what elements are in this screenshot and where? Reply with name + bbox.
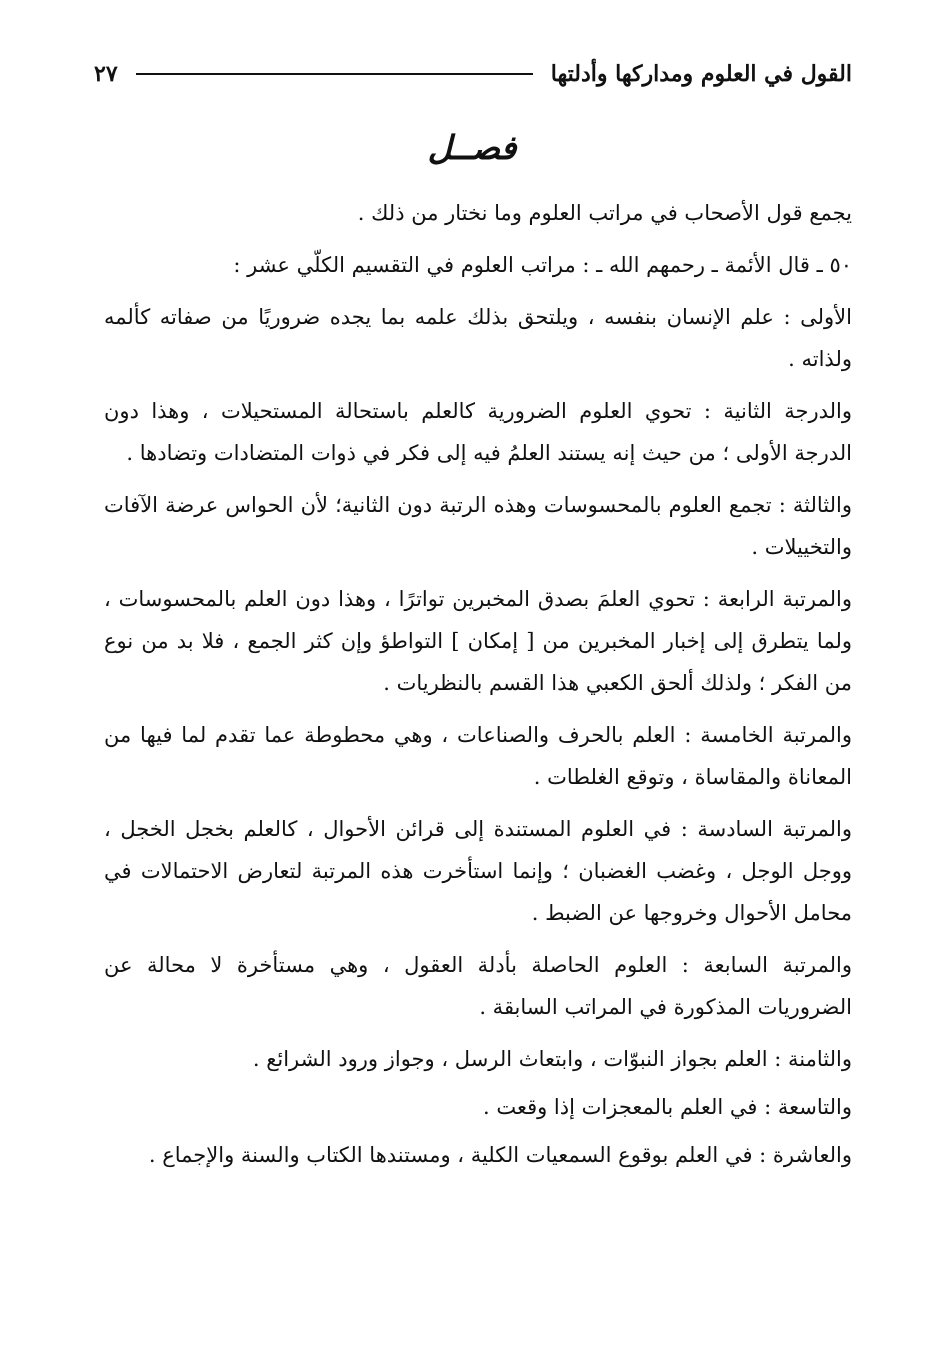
paragraph-eighth-rank: والثامنة : العلم بجواز النبوّات ، وابتعاث الرسل ، وجواز ورود الشرائع . xyxy=(252,1047,852,1071)
paragraph-tenth-rank: والعاشرة : في العلم بوقوع السمعيات الكلية ، ومستندها الكتاب والسنة والإجماع . xyxy=(148,1143,852,1167)
paragraph-sixth-rank: والمرتبة السادسة : في العلوم المستندة إلى قرائن الأحوال ، كالعلم بخجل الخجل ، ووجل الوجل ، وغضب الغضبان ؛ وإنما استأخرت هذه المرتبة لتعارض الاحتمالات في محامل الأحوال وخروجها عن الضبط . xyxy=(104,817,852,925)
section-title: فصــل xyxy=(427,128,517,167)
paragraph-ninth-rank: والتاسعة : في العلم بالمعجزات إذا وقعت . xyxy=(482,1095,852,1119)
body-text xyxy=(104,192,852,1186)
page-number: ٢٧ xyxy=(94,61,118,87)
header-title: القول في العلوم ومداركها وأدلتها xyxy=(550,61,852,87)
paragraph-first-rank: الأولى : علم الإنسان بنفسه ، ويلتحق بذلك علمه بما يجده ضروريًا من صفاته كألمه ولذاته . xyxy=(104,305,852,371)
paragraph-fourth-rank: والمرتبة الرابعة : تحوي العلمَ بصدق المخبرين تواترًا ، وهذا دون العلم بالمحسوسات ، ولما يتطرق إلى إخبار المخبرين من [ إمكان ] التواطؤ وإن كثر الجمع ، فلا بد من نوع من الفكر ؛ ولذلك ألحق الكعبي هذا القسم بالنظريات . xyxy=(104,587,852,695)
paragraph-second-rank: والدرجة الثانية : تحوي العلوم الضرورية كالعلم باستحالة المستحيلات ، وهذا دون الدرجة الأولى ؛ من حيث إنه يستند العلمُ فيه إلى فكر في ذوات المتضادات وتضادها . xyxy=(104,399,852,465)
paragraph-third-rank: والثالثة : تجمع العلوم بالمحسوسات وهذه الرتبة دون الثانية؛ لأن الحواس عرضة الآفات والتخييلات . xyxy=(104,493,852,559)
paragraph-seventh-rank: والمرتبة السابعة : العلوم الحاصلة بأدلة العقول ، وهي مستأخرة لا محالة عن الضروريات المذكورة في المراتب السابقة . xyxy=(104,953,852,1019)
paragraph-fifth-rank: والمرتبة الخامسة : العلم بالحرف والصناعات ، وهي محطوطة عما تقدم لما فيها من المعاناة والمقاساة ، وتوقع الغلطات . xyxy=(104,723,852,789)
paragraph-50: ٥٠ ـ قال الأئمة ـ رحمهم الله ـ : مراتب العلوم في التقسيم الكلّي عشر : xyxy=(233,253,852,277)
paragraph-intro: يجمع قول الأصحاب في مراتب العلوم وما نختار من ذلك . xyxy=(357,201,852,225)
header-rule xyxy=(136,73,533,75)
running-header xyxy=(94,54,852,94)
